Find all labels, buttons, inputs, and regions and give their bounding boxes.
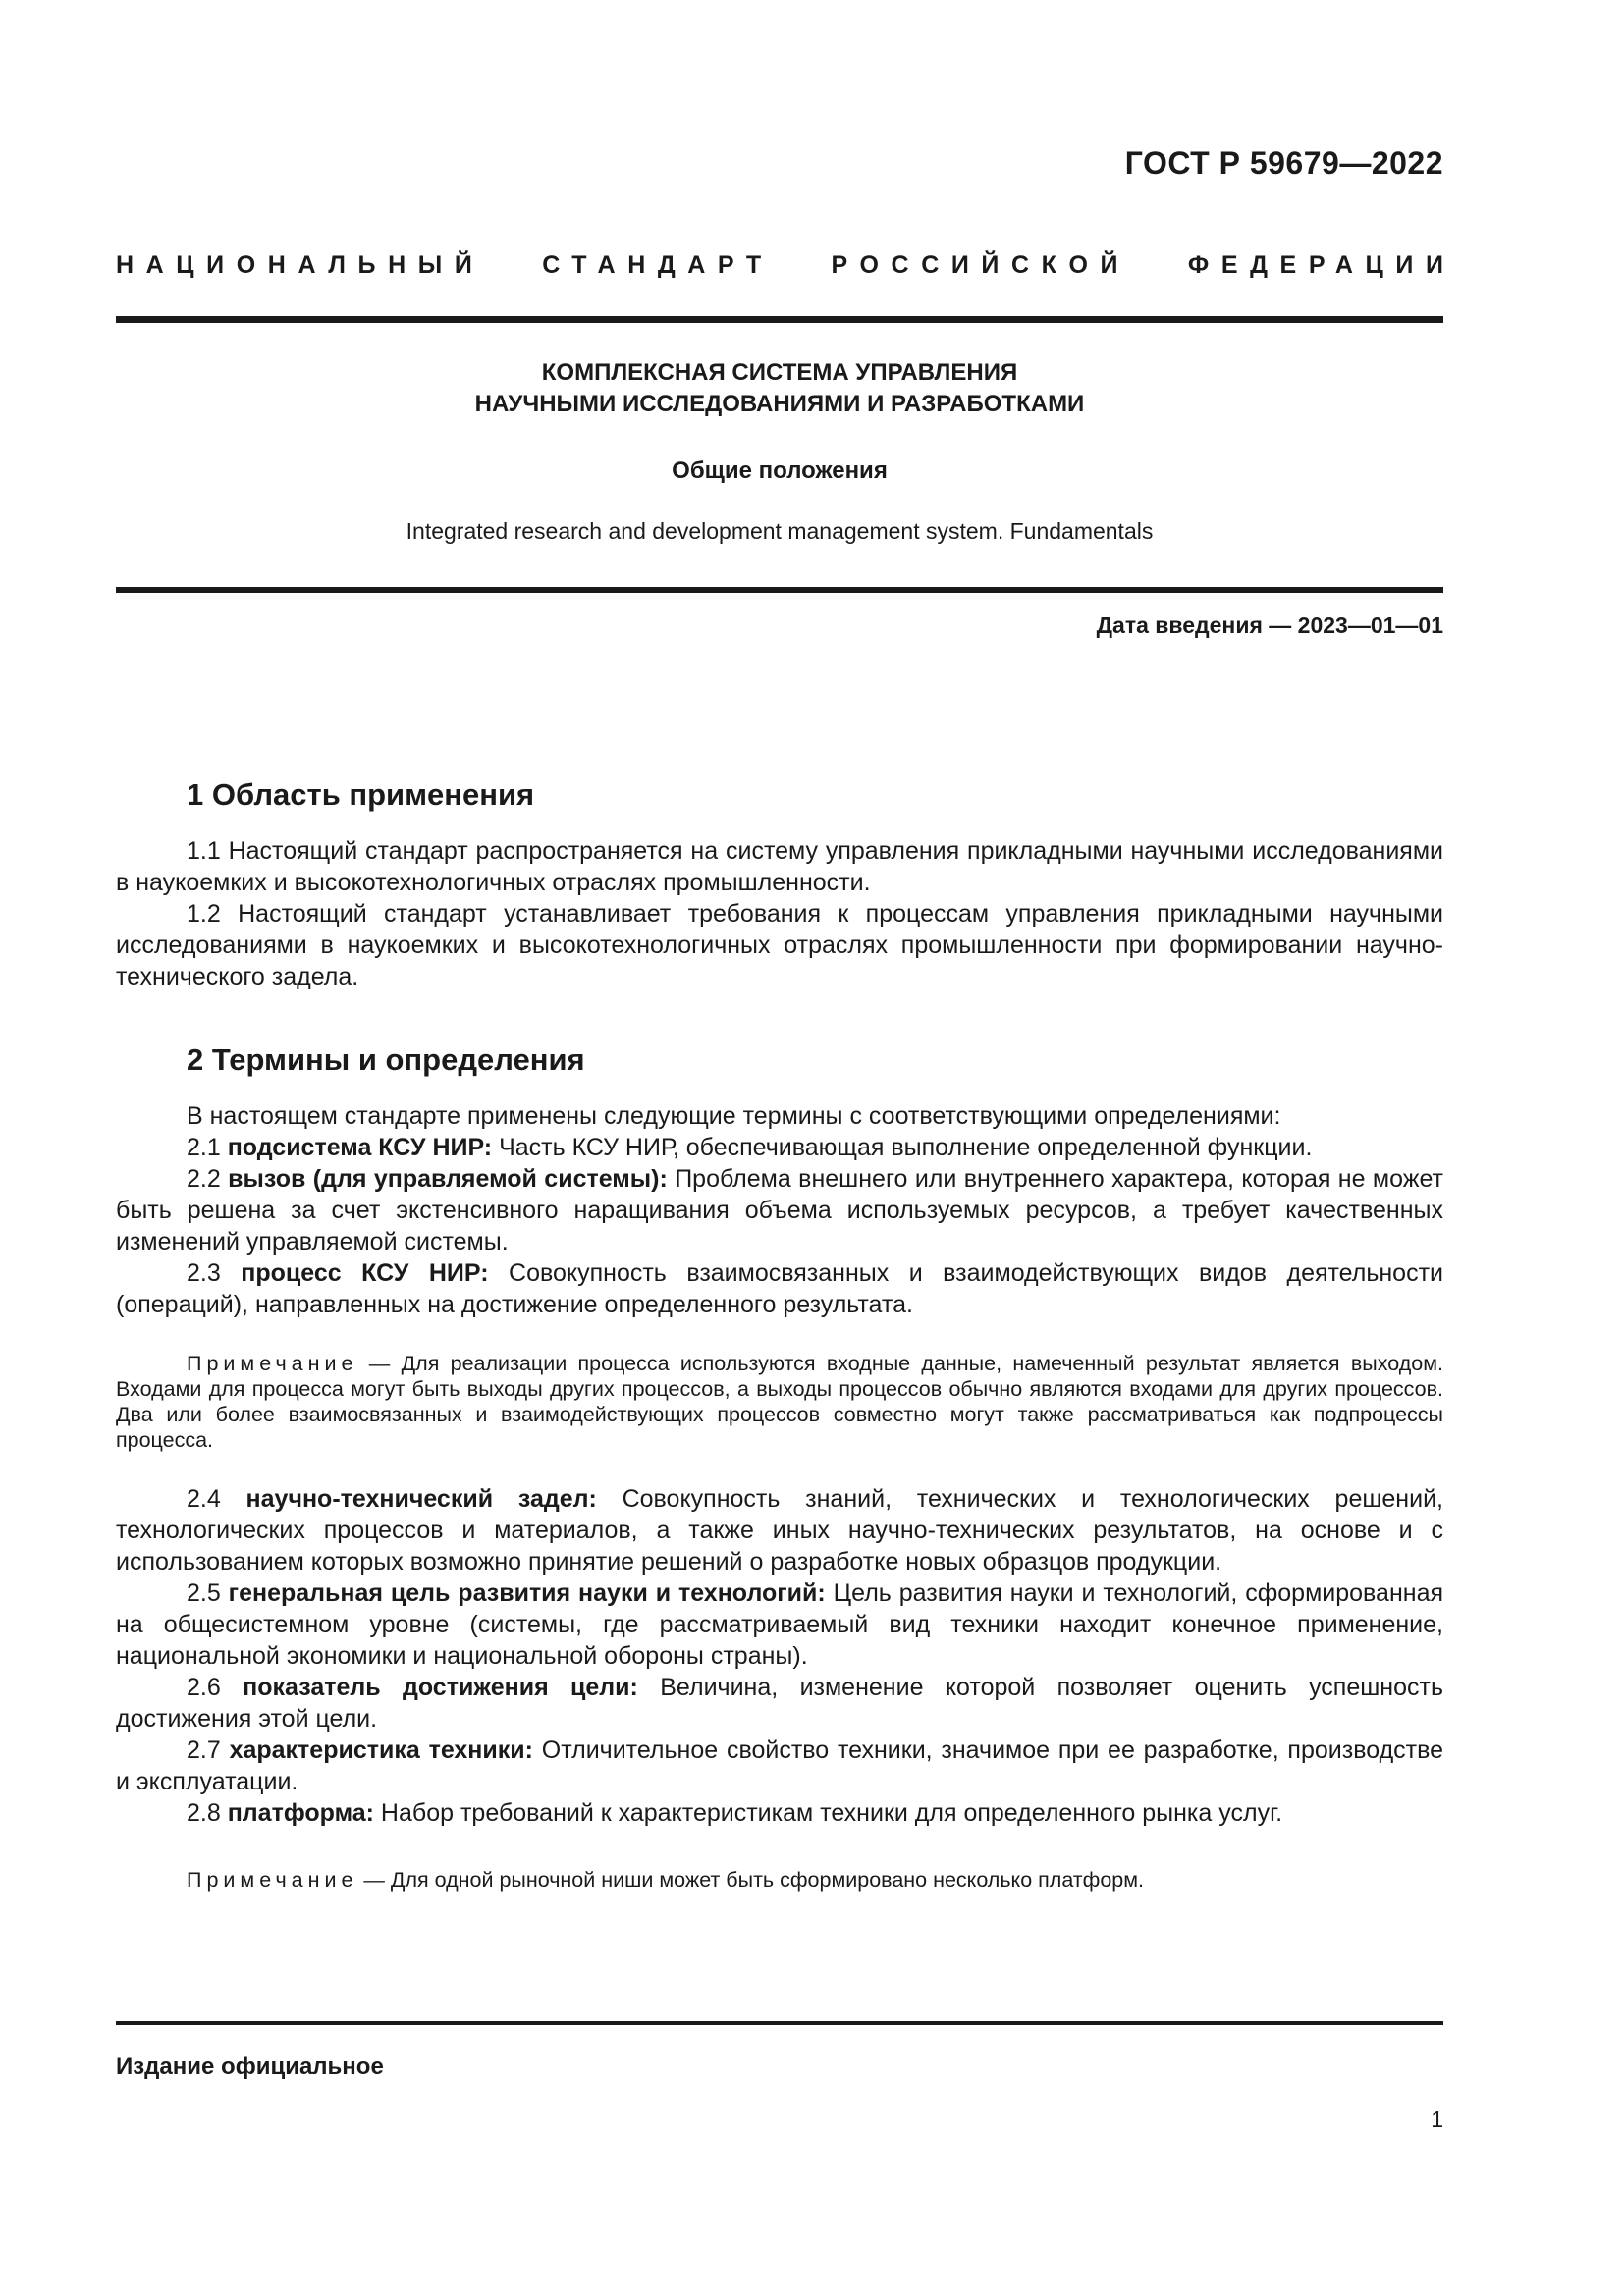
term-number: 2.4 [187,1485,246,1513]
edition-label: Издание официальное [116,2054,384,2080]
term-definition: Часть КСУ НИР, обеспечивающая выполнение определенной функции. [492,1134,1313,1161]
term-entry [116,1483,1443,1577]
term-definition: Проблема внешнего или внутреннего характера, которая не может быть решена за счет экстенсивного наращивания объема используемых ресурсов, а требует качественных изменений управляемой системы. [116,1165,1443,1255]
section-2-heading: 2 Термины и определения [187,1042,585,1077]
english-title: Integrated research and development management system. Fundamentals [406,518,1154,544]
section-1-heading: 1 Область применения [187,777,535,812]
term-entry [116,1163,1443,1257]
banner-word: РОССИЙСКОЙ [831,251,1131,279]
term-name: вызов (для управляемой системы): [228,1165,668,1193]
term-name: научно-технический задел: [245,1485,597,1513]
footer-rule [116,2021,1443,2025]
national-standard-banner [116,251,1456,280]
section-2-body [116,1100,1443,1320]
page-number: 1 [1431,2107,1443,2132]
term-entry [116,1735,1443,1797]
banner-word: ФЕДЕРАЦИИ [1187,251,1456,279]
term-number: 2.2 [187,1165,229,1193]
banner-word: СТАНДАРТ [542,251,774,279]
note-label: Примечание [187,1352,358,1375]
term-definition: Величина, изменение которой позволяет оценить успешность достижения этой цели. [116,1674,1443,1733]
paragraph: 1.1 Настоящий стандарт распространяется на систему управления прикладными научными исследованиями в наукоемких и высокотехнологичных отраслях промышленности. [116,837,1443,896]
header-rule [116,316,1443,323]
note-label: Примечание [187,1868,358,1892]
term-name: процесс КСУ НИР: [241,1259,489,1287]
term-number: 2.3 [187,1259,242,1287]
title-rule [116,587,1443,593]
note [116,1867,1443,1893]
term-definition: Совокупность взаимосвязанных и взаимодействующих видов деятельности (операций), направленных на достижение определенного результата. [116,1259,1443,1318]
term-name: характеристика техники: [229,1736,533,1764]
term-name: подсистема КСУ НИР: [227,1134,493,1161]
note-text: — Для реализации процесса используются входные данные, намеченный результат является выходом. Входами для процесса могут быть выходы других процессов, а выходы процессов обычно являются входами для других процессов. Два или более взаимосвязанных и взаимодействующих процессов совместно могут также рассматриваться как подпроцессы процесса. [116,1352,1443,1452]
title-line: КОМПЛЕКСНАЯ СИСТЕМА УПРАВЛЕНИЯ [541,359,1018,386]
paragraph: В настоящем стандарте применены следующие термины с соответствующими определениями: [187,1102,1281,1130]
term-definition: Цель развития науки и технологий, сформированная на общесистемном уровне (системы, где рассматриваемый вид техники находит конечное применение, национальной экономики и национальной обороны страны). [116,1579,1444,1670]
section-2-body-continued [116,1483,1443,1829]
term-entry [116,1257,1443,1320]
term-name: генеральная цель развития науки и технологий: [228,1579,826,1607]
document-title [116,357,1443,420]
term-entry [116,1672,1443,1735]
gost-number: ГОСТ Р 59679—2022 [1124,145,1443,181]
section-1-body [116,835,1443,992]
note-text: — Для одной рыночной ниши может быть сформировано несколько платформ. [357,1868,1145,1892]
term-definition: Отличительное свойство техники, значимое при ее разработке, производстве и эксплуатации. [116,1736,1444,1795]
term-name: платформа: [227,1799,374,1827]
term-number: 2.5 [187,1579,229,1607]
title-line: НАУЧНЫМИ ИССЛЕДОВАНИЯМИ И РАЗРАБОТКАМИ [474,391,1085,417]
paragraph: 1.2 Настоящий стандарт устанавливает требования к процессам управления прикладными научными исследованиями в наукоемких и высокотехнологичных отраслях промышленности при формировании научно-технического задела. [116,900,1443,990]
document-page [116,0,1456,2296]
term-definition: Набор требований к характеристикам техники для определенного рынка услуг. [373,1799,1283,1827]
term-number: 2.8 [187,1799,228,1827]
note-paragraph [116,1351,1443,1453]
term-entry [116,1797,1443,1829]
term-entry [116,1577,1443,1672]
note [116,1351,1443,1453]
term-number: 2.1 [187,1134,228,1161]
intro-date: Дата введения — 2023—01—01 [1096,613,1443,638]
document-subtitle: Общие положения [672,457,888,484]
term-name: показатель достижения цели: [243,1674,638,1701]
term-entry [116,1132,1443,1163]
note-paragraph [116,1867,1443,1893]
term-number: 2.7 [187,1736,230,1764]
term-definition: Совокупность знаний, технических и технологических решений, технологических процессов и материалов, а также иных научно-технических результатов, на основе и с использованием которых возможно принятие решений о разработке новых образцов продукции. [116,1485,1443,1575]
term-number: 2.6 [187,1674,244,1701]
banner-word: НАЦИОНАЛЬНЫЙ [116,251,485,279]
